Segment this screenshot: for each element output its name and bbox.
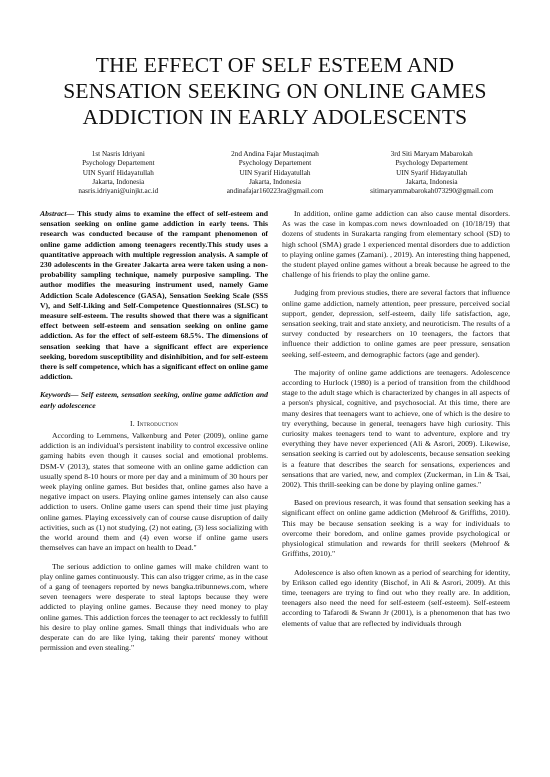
body-paragraph: The majority of online game addictions are teenagers. Adolescence according to Hurlock (1980) is a period of transition from the childhood stage to the adult stage which is characterized by changes in all aspects of a person's physical, cognitive, and psychosocial. At this time, there are many desires that teenagers want to achieve, one of which is the desire to try everything, because in general, teenagers have high curiosity. This curiosity makes teenagers tend to want to adventure, explore and try everything they have never experienced (Ali & Asrori, 2009). Likewise, sensation seeking is carried out by adolescents, because sensation seeking is a feature that describes the search for sensations, experiences and sensations that are varied, new, and complex (Zuckerman, in Lin & Tsai, 2002). This thrill-seeking can be done by playing online games."	[282, 367, 510, 490]
author-name: Nasris Idriyani	[101, 150, 145, 158]
author-dept: Psychology Departement	[238, 159, 312, 168]
author-name: Andina Fajar Mustaqimah	[243, 150, 319, 158]
abstract-text: This study aims to examine the effect of self-esteem and sensation seeking on online game addiction in early teens. This research was conducted because of the rampant phenomenon of online game addiction among teenagers recently.This study uses a quantitative approach with multiple regression analysis. A sample of 230 adolescents in the Greater Jakarta area were taken using a non-probability sampling technique, namely purposive sampling. The author modifies the measuring instrument used, namely Game Addiction Scale Adolescence (GASA), Sensation Seeking Scale (SSS V), and Self-Liking and Self-Competence Questionnaires (SLSC) to measure self-esteem. The results showed that there was a significant effect between self-esteem and sensation seeking on online game addiction. As for the effect of self-esteem 68.5%. The dimensions of sensation seeking that have a significant effect are experience seeking, boredom susceptibility and disinhibition, and for self-esteem there is self competence, which has a significant effect on online game addiction.	[40, 209, 268, 382]
author-block	[40, 150, 510, 196]
author-city: Jakarta, Indonesia	[92, 177, 145, 186]
author-3	[353, 150, 510, 196]
author-city: Jakarta, Indonesia	[249, 177, 301, 186]
author-1	[40, 150, 197, 196]
body-paragraph: In addition, online game addiction can also cause mental disorders. As was the case in kompas.com news downloaded on (10/18/19) that dozens of students in Surakarta ranging from elementary school (SD) to high school (SMA) grade 1 experienced mental disorders due to addiction to playing online games (Zamani). , 2019). An interesting thing happened, the student played online games without a break because he agreed to the challenge of his friends to play the online game.	[282, 209, 511, 280]
author-order: 2nd	[231, 150, 242, 158]
left-column	[40, 209, 268, 653]
author-univ: UIN Syarif Hidayatullah	[239, 168, 311, 177]
body-paragraph: The serious addiction to online games will make children want to play online games continuously. This can also trigger crime, as in the case of a gang of teenagers reported by news bangka.tribunnews.com, where seven teenagers were desperate to steal laptops because they were addicted to playing online games. Because they need money to play online games. This addiction forces the teenager to act recklessly to fulfill his desire to play online games. Small things that individuals who are desperate can do are like lying, taking their parents' money without permission and even stealing."	[40, 561, 268, 653]
title-line: THE EFFECT OF SELF ESTEEM AND	[95, 53, 455, 77]
author-city: Jakarta, Indonesia	[405, 177, 458, 186]
author-univ: UIN Syarif Hidayatullah	[82, 168, 154, 177]
author-email[interactable]: andinafajar160223ra@gmail.com	[226, 187, 324, 196]
title-line: SENSATION SEEKING ON ONLINE GAMES	[63, 79, 487, 103]
keywords-text: Self esteem, sensation seeking, online game addiction and early adolescence	[40, 390, 268, 410]
author-order: 1st	[91, 150, 101, 158]
author-order: 3rd	[390, 150, 401, 158]
title-line: ADDICTION IN EARLY ADOLESCENTS	[82, 105, 468, 129]
section-heading: I. Introduction	[129, 418, 179, 428]
body-paragraph: Adolescence is also often known as a period of searching for identity, by Erikson called ego identity (Bischof, in Ali & Asrori, 2009). At this time, teenagers are trying to find out who they really are. In addition, teenagers also need the need for self-esteem (self-esteem). Self-esteem according to Tafarodi & Swann Jr (2001), is a phenomenon that has two elements of value that are reflected by individuals through	[282, 567, 510, 628]
author-email[interactable]: nasris.idriyani@uinjkt.ac.id	[78, 187, 159, 196]
author-email[interactable]: sitimaryammabarokah073290@gmail.com	[370, 187, 494, 196]
keywords	[40, 390, 268, 410]
body-paragraph: Judging from previous studies, there are several factors that influence online game addiction, namely attention, peer pressure, perceived social support, gender, depression, self-esteem, daily life satisfaction, age, sensation seeking, trait and state anxiety, and neuroticism. The results of a survey conducted by researchers on 10 teenagers, the factors that influence their addiction to online games are peer pressure, sensation seeking, self-esteem, and demographic factors (age and gender).	[282, 288, 510, 359]
body-paragraph: According to Lemmens, Valkenburg and Peter (2009), online game addiction is an individual's persistent inability to control excessive online gaming habits even though it causes social and emotional problems. DSM-V (2013), states that someone with an online game addiction can usually spend 8-10 hours or more per day and a minimum of 30 hours per week playing online games. But besides that, online games also have a negative impact on users. Playing online games intensely can also cause addiction to users. Online game users can spend their time just playing online games. Playing excessively can of course cause disruption of daily activities, such as (1) not studying, (2) not eating, (3) less socializing with the world around them and (4) even worse if online game users themselves can have an impact on health to Dead."	[40, 431, 268, 553]
author-univ: UIN Syarif Hidayatullah	[396, 168, 468, 177]
right-column	[282, 209, 510, 629]
author-2	[197, 150, 354, 196]
author-dept: Psychology Departement	[82, 159, 155, 168]
author-dept: Psychology Departement	[395, 159, 468, 168]
abstract	[40, 209, 268, 382]
author-name: Siti Maryam Mabarokah	[402, 150, 473, 158]
paper-title	[40, 52, 510, 130]
abstract-label: Abstract—	[40, 209, 75, 218]
keywords-label: Keywords—	[40, 390, 79, 400]
body-paragraph: Based on previous research, it was found that sensation seeking has a significant effect on online game addiction (Mehroof & Griffiths, 2010). This may be because sensation seeking is a way for individuals to overcome their boredom, and online games provide psychological or physiological stimulation and rewards for thrill seekers (Mehroof & Griffiths, 2010)."	[282, 498, 510, 559]
